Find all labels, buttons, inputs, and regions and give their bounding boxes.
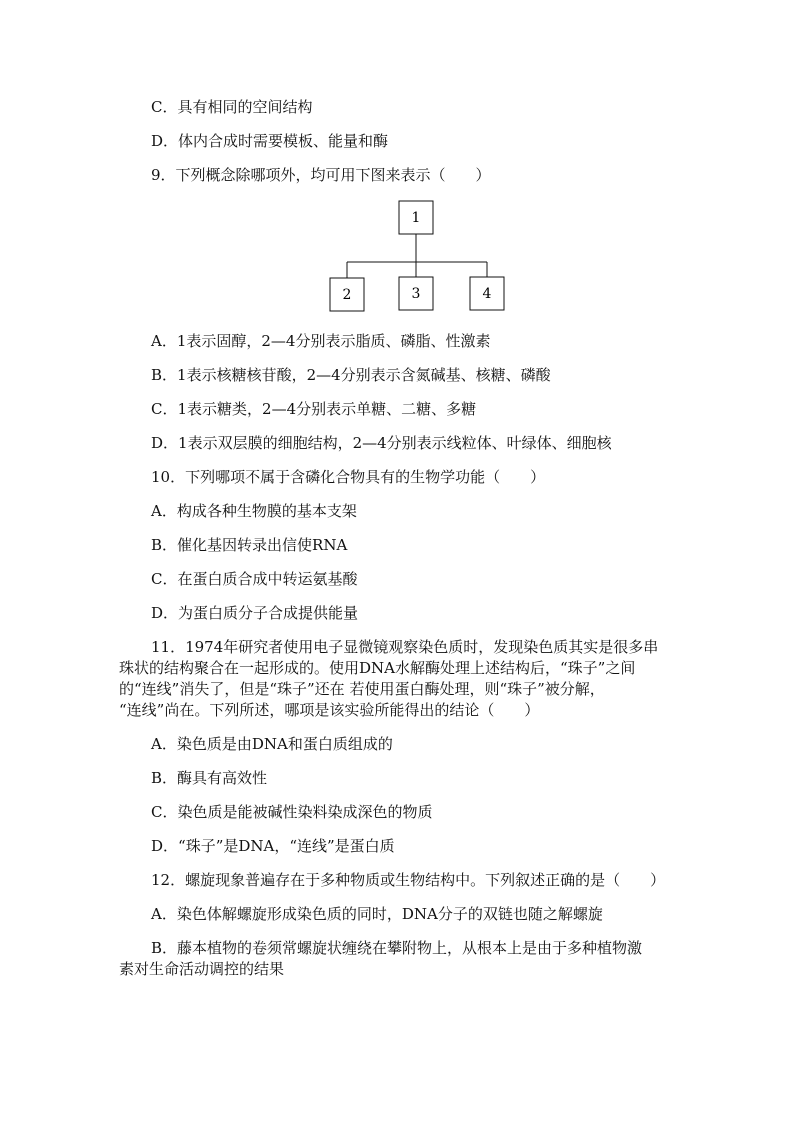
q12-option-a: A．染色体解螺旋形成染色质的同时，DNA分子的双链也随之解螺旋	[151, 905, 603, 923]
q9-option-c: C．1表示糖类，2—4分别表示单糖、二糖、多糖	[151, 400, 477, 418]
q12-option-b-line-1: B．藤本植物的卷须常螺旋状缠绕在攀附物上，从根本上是由于多种植物激	[151, 939, 643, 957]
q9-option-d: D．1表示双层膜的细胞结构，2—4分别表示线粒体、叶绿体、细胞核	[151, 434, 612, 452]
q10-option-d: D．为蛋白质分子合成提供能量	[151, 604, 359, 622]
diagram-label-3: 3	[411, 286, 421, 302]
q11-option-d: D．“珠子”是DNA，“连线”是蛋白质	[151, 837, 395, 855]
q11-stem-line-2: 珠状的结构聚合在一起形成的。使用DNA水解酶处理上述结构后，“珠子”之间	[119, 659, 636, 677]
diagram-label-1: 1	[411, 210, 421, 226]
q9-stem: 9．下列概念除哪项外，均可用下图来表示（ ）	[151, 166, 491, 184]
q10-option-a: A．构成各种生物膜的基本支架	[151, 502, 357, 520]
q9-option-b: B．1表示核糖核苷酸，2—4分别表示含氮碱基、核糖、磷酸	[151, 366, 551, 384]
q11-option-b: B．酶具有高效性	[151, 769, 268, 787]
q12-stem: 12．螺旋现象普遍存在于多种物质或生物结构中。下列叙述正确的是（ ）	[151, 871, 666, 889]
q8-option-d: D．体内合成时需要模板、能量和酶	[151, 132, 389, 150]
q10-option-b: B．催化基因转录出信使RNA	[151, 536, 348, 554]
q8-option-c: C．具有相同的空间结构	[151, 98, 313, 116]
q11-stem-line-3: 的“连线”消失了，但是“珠子”还在 若使用蛋白酶处理，则“珠子”被分解，	[119, 680, 605, 698]
q9-tree-diagram	[0, 0, 794, 330]
diagram-label-4: 4	[482, 286, 492, 302]
q9-option-a: A．1表示固醇，2—4分别表示脂质、磷脂、性激素	[151, 332, 491, 350]
q11-stem-line-4: “连线”尚在。下列所述，哪项是该实验所能得出的结论（ ）	[119, 701, 540, 719]
diagram-label-2: 2	[342, 287, 352, 303]
q12-option-b-line-2: 素对生命活动调控的结果	[119, 960, 285, 978]
q11-option-a: A．染色质是由DNA和蛋白质组成的	[151, 735, 393, 753]
q10-option-c: C．在蛋白质合成中转运氨基酸	[151, 570, 358, 588]
q11-stem-line-1: 11．1974年研究者使用电子显微镜观察染色质时，发现染色质其实是很多串	[151, 638, 659, 656]
q10-stem: 10．下列哪项不属于含磷化合物具有的生物学功能（ ）	[151, 468, 546, 486]
q11-option-c: C．染色质是能被碱性染料染成深色的物质	[151, 803, 433, 821]
